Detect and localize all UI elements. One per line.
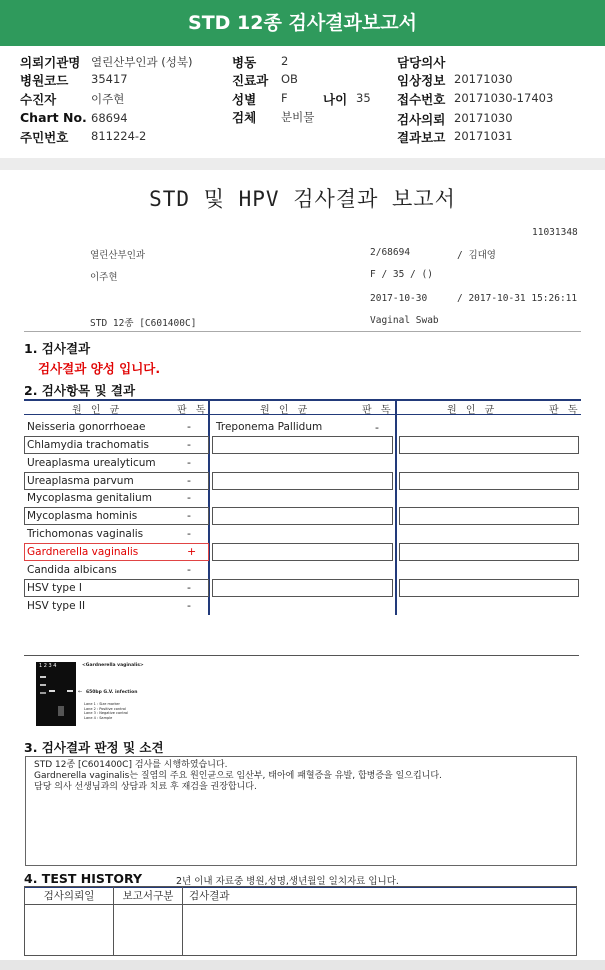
pathogen-name: Trichomonas vaginalis <box>27 528 144 540</box>
treponema-result: - <box>375 421 379 434</box>
age-value: 35 <box>356 91 371 105</box>
opinion-text-box <box>25 756 577 866</box>
opinion-line-2: Gardnerella vaginalis는 질염의 주요 원인균으로 임산부, 태아에 패혈증을 유발, 합병증을 일으킵니다. <box>34 771 442 781</box>
empty-result-box <box>212 472 393 490</box>
pathogen-name: Chlamydia trachomatis <box>27 439 150 451</box>
marker-band <box>40 692 46 694</box>
institution-value: 열린산부인과 (성북) <box>91 55 193 69</box>
opinion-line-3: 담당 의사 선생님과의 상담과 치료 후 재검을 권장합니다. <box>34 782 257 792</box>
pathogen-result: - <box>187 581 191 594</box>
history-cell <box>183 905 577 956</box>
specimen-label: 검체 <box>232 110 257 125</box>
ward-value: 2 <box>281 54 289 68</box>
rrn-label: 주민번호 <box>20 130 69 145</box>
empty-result-box <box>399 436 579 454</box>
empty-result-box <box>399 507 579 525</box>
report-ward-chart: 2/68694 <box>370 247 411 258</box>
section-result-title: 1. 검사결과 <box>24 341 91 356</box>
pathogen-result: - <box>187 527 191 540</box>
history-note: 2년 이내 자료중 병원,성명,생년월일 일치자료 입니다. <box>176 876 399 887</box>
col3-judgement-header: 판 독 <box>549 405 581 416</box>
clinical-value: 20171030 <box>454 72 513 86</box>
pathogen-result: - <box>187 491 191 504</box>
report-label: 결과보고 <box>397 130 446 145</box>
chart-value: 68694 <box>91 111 128 125</box>
pathogen-name: Candida albicans <box>27 564 117 576</box>
gel-legend <box>84 702 128 720</box>
report-doctor: / 김대영 <box>457 250 496 261</box>
gel-band-label: 650bp G.V. infection <box>86 690 138 695</box>
ward-label: 병동 <box>232 55 257 70</box>
column-divider-2 <box>395 400 397 615</box>
negative-smear <box>58 706 64 716</box>
gel-arrow: ← <box>78 689 83 695</box>
report-specimen: Vaginal Swab <box>370 315 439 326</box>
gel-title: <Gardnerella vaginalis> <box>82 663 144 668</box>
specimen-value: 분비물 <box>281 110 315 124</box>
history-cell <box>25 905 114 956</box>
clinical-label: 임상정보 <box>397 73 446 88</box>
pathogen-name: HSV type I <box>27 582 82 594</box>
report-test-name: STD 12종 [C601400C] <box>90 318 197 329</box>
dept-value: OB <box>281 72 298 86</box>
pathogen-result: - <box>187 438 191 451</box>
col1-pathogen-header: 원 인 균 <box>72 405 123 416</box>
history-col-result: 검사결과 <box>183 887 577 905</box>
patient-info-panel <box>0 46 605 158</box>
patient-value: 이주현 <box>91 92 125 106</box>
gel-legend-line: Lane 1 : Size marker <box>84 702 120 706</box>
sample-band <box>67 690 73 692</box>
chart-label: Chart No. <box>20 110 87 125</box>
gel-electrophoresis-image <box>36 662 76 726</box>
treponema-name: Treponema Pallidum <box>216 421 323 433</box>
section-items-title: 2. 검사항목 및 결과 <box>24 383 136 398</box>
gel-legend-line: Lane 3 : Negative control <box>84 711 129 715</box>
pathogen-name: Neisseria gonorrhoeae <box>27 421 146 433</box>
patient-label: 수진자 <box>20 92 57 107</box>
history-col-report-type: 보고서구분 <box>114 887 183 905</box>
report-request-date: 2017-10-30 <box>370 293 428 304</box>
gel-legend-line: Lane 4 : Sample <box>84 715 113 720</box>
sex-value: F <box>281 91 288 105</box>
request-label: 검사의뢰 <box>397 112 446 127</box>
pathogen-result: - <box>187 456 191 469</box>
section-history-title: 4. TEST HISTORY <box>24 871 143 886</box>
gel-legend-line: Lane 2 : Positive control <box>84 706 126 711</box>
gel-lane-numbers: 1 2 3 4 <box>39 663 57 669</box>
separator-band <box>0 158 605 170</box>
marker-band <box>40 684 46 686</box>
divider <box>24 331 581 332</box>
sex-label: 성별 <box>232 92 257 107</box>
dept-label: 진료과 <box>232 73 269 88</box>
col3-pathogen-header: 원 인 균 <box>447 405 498 416</box>
pathogen-result: + <box>187 545 197 558</box>
pathogen-name: Ureaplasma parvum <box>27 475 134 487</box>
pathogen-name: Mycoplasma genitalium <box>27 492 152 504</box>
pathogen-result: - <box>187 420 191 433</box>
page-footer-band <box>0 960 605 970</box>
hospital-code-label: 병원코드 <box>20 73 69 88</box>
pathogen-result: - <box>187 474 191 487</box>
pathogen-result: - <box>187 599 191 612</box>
section-opinion-title: 3. 검사결과 판정 및 소견 <box>24 740 164 755</box>
report-report-date: / 2017-10-31 15:26:11 <box>457 293 578 304</box>
empty-result-box <box>212 507 393 525</box>
pathogen-result: - <box>187 563 191 576</box>
marker-band <box>40 676 46 678</box>
col2-judgement-header: 판 독 <box>362 405 394 416</box>
report-title: STD 및 HPV 검사결과 보고서 <box>149 187 456 211</box>
request-value: 20171030 <box>454 111 513 125</box>
col2-pathogen-header: 원 인 균 <box>260 405 311 416</box>
report-header: STD 12종 검사결과보고서 <box>0 0 605 46</box>
pathogen-name: Gardnerella vaginalis <box>27 546 139 558</box>
report-hospital: 열린산부인과 <box>90 250 146 261</box>
report-value: 20171031 <box>454 129 513 143</box>
empty-result-box <box>212 543 393 561</box>
report-id: 11031348 <box>532 227 578 238</box>
empty-result-box <box>212 579 393 597</box>
report-patient: 이주현 <box>90 272 118 283</box>
doctor-label: 담당의사 <box>397 55 446 70</box>
empty-result-box <box>399 579 579 597</box>
pathogen-name: HSV type II <box>27 600 86 612</box>
opinion-line-1: STD 12종 [C601400C] 검사를 시행하였습니다. <box>34 760 228 770</box>
receipt-label: 접수번호 <box>397 92 446 107</box>
empty-result-box <box>399 472 579 490</box>
institution-label: 의뢰기관명 <box>20 55 81 70</box>
pathogen-result: - <box>187 509 191 522</box>
rrn-value: 811224-2 <box>91 129 147 143</box>
receipt-value: 20171030-17403 <box>454 91 554 105</box>
pathogen-name: Mycoplasma hominis <box>27 510 138 522</box>
control-band <box>49 690 55 692</box>
pathogen-name: Ureaplasma urealyticum <box>27 457 156 469</box>
history-col-request-date: 검사의뢰일 <box>25 887 114 905</box>
empty-result-box <box>212 436 393 454</box>
col1-judgement-header: 판 독 <box>177 405 209 416</box>
positive-result-text: 검사결과 양성 입니다. <box>38 361 161 376</box>
history-table <box>24 886 577 954</box>
history-cell <box>114 905 183 956</box>
hospital-code-value: 35417 <box>91 72 128 86</box>
empty-result-box <box>399 543 579 561</box>
age-label: 나이 <box>323 92 348 107</box>
report-sex-age: F / 35 / () <box>370 269 433 280</box>
